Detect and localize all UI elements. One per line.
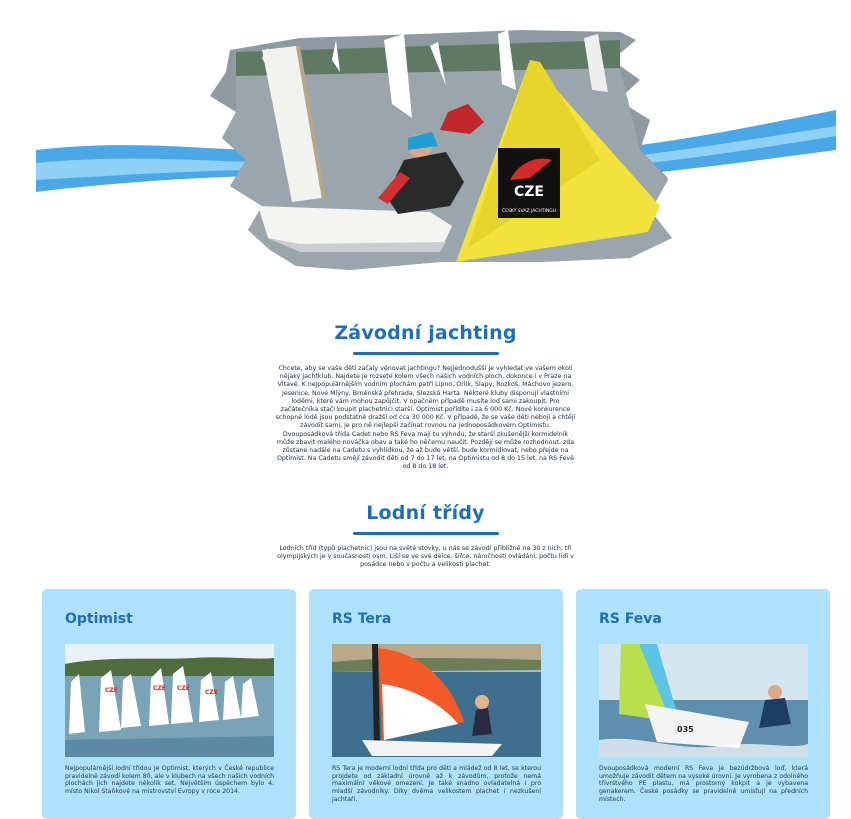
hero-graphic [0,0,851,290]
svg-text:CZE: CZE [205,689,218,696]
title-underline [353,352,499,355]
card-title: Optimist [65,611,133,627]
hero-photo [210,30,672,270]
boat-class-cards [42,589,832,809]
card-text: Dvouposádková moderní RS Feva je bezúdržbová loď, která umožňuje závodit dětem na vysoké úrovni. Je vyrobena z odolného třívrstvého PE plastu, má prostorný kokpit a je vybavena genakerem. České posádky se pravidelně umisťují na předních místech. [599,765,808,803]
card-photo-optimist [65,644,274,757]
svg-text:CZE: CZE [105,687,118,694]
hero [0,0,851,290]
title-underline [353,532,499,535]
card-text: RS Tera je moderní lodní třída pro děti a mládež od 8 let, se kterou projdete od základní úrovně až k závodům, protože nemá maximální věkové omezení. Je také snadno ovladatelná i pro mladší závodníky. Díky dvěma velikostem plachet i nezkušení jachtaři. [332,765,541,803]
section-racing [0,322,851,472]
csj-logo-mark: CZE [514,184,544,200]
card-optimist [42,589,296,819]
csj-logo-box [498,148,560,218]
section-title: Lodní třídy [366,502,485,524]
csj-logo-text: ČESKÝ SVAZ JACHTINGU [501,209,557,214]
card-photo-rs-tera [332,644,541,757]
card-title: RS Feva [599,611,662,627]
card-title: RS Tera [332,611,392,627]
svg-text:CZE: CZE [177,685,190,692]
card-photo-rs-feva [599,644,808,757]
section-boat-classes [0,502,851,570]
section-text: Lodních tříd (typů plachetnic) jsou na světě stovky, u nás se závodí přibližně na 30 z nich, tři olympijských je v současnosti osm. Liší se ve své délce, šířce, náročnosti ovládání, počtu lidí v posádce nebo v počtu a velikosti plachet. [277,545,574,569]
section-text: Chcete, aby se vaše děti začaly věnovat jachtingu? Nejjednodušší je vyhledat ve vašem okolí nějaký jachtklub. Najdete je rozseté kolem všech našich vodních ploch, dokonce i v Praze na Vltavě. K nejpopulárnějším vodním plochám patří Lipno, Orlík, Slapy, Rozkoš, Máchovo jezero, Jesenice, Nové Mlýny, Brněnská přehrada, Slezská Harta. Některé kluby disponují vlastními loděmi, které vám mohou zapůjčit. V opačném případě musíte loď sami zakoupit. Pro začátečníka stačí koupit plachetnici starší. Optimist pořídíte i za 6 000 Kč. Nové konkurence schopné lodě jsou podstatně dražší od cca 30 000 Kč. V případě, že se vaše děti nebojí a chtějí závodit sami, je pro ně nejlepší začínat rovnou na jednoposádkovém Optimistu. Dvouposádková třída Cadet nebo RS Feva mají tu výhodu, že starší zkušenější kormidelník může zbavit malého nováčka obav a také ho něčemu naučit. Později se může rozhodnout, zda zůstane nadále na Cadetu s vyhlídkou, že až bude větší, bude kormidlovat, nebo přejde na Optimist. Na Cadetu smějí závodit děti od 7 do 17 let, na Optimistu od 8 do 15 let, na RS Fevě od 8 do 18 let. [275,365,576,471]
section-title: Závodní jachting [334,322,517,344]
card-text: Nejpopulárnější lodní třídou je Optimist, kterých v České republice pravidelně závodí kolem 80, ale v klubech na všech našich vodních plochách jich najdete několik set. Největším úspěchem bylo 4. místo Nikol Staňkové na mistrovství Evropy v roce 2014. [65,765,274,796]
card-rs-feva [576,589,830,819]
svg-text:CZE: CZE [153,685,166,692]
card-rs-tera [309,589,563,819]
svg-text:035: 035 [677,725,694,734]
